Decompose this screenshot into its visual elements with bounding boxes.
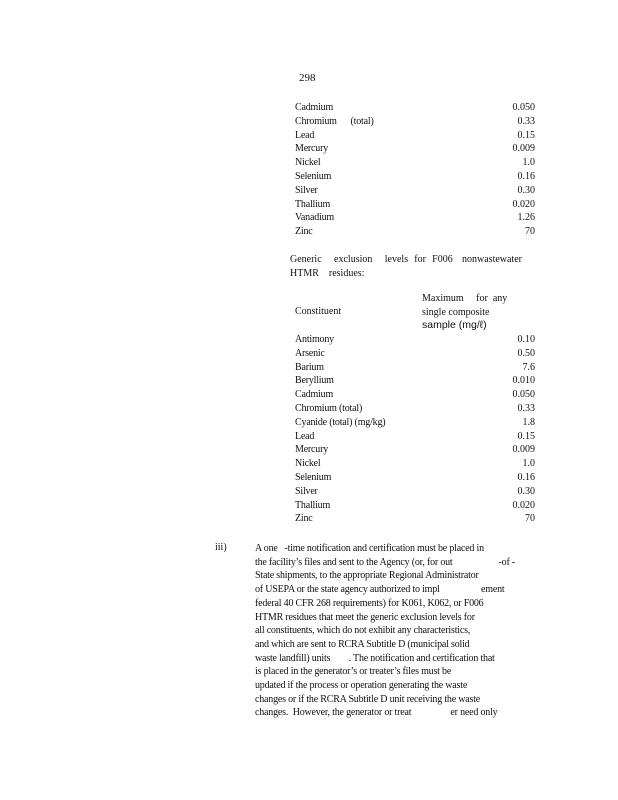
constituent-name: Selenium [295,471,332,483]
constituent-name: Antimony [295,334,334,345]
paragraph-line: changes. However, the generator or treat er need only [255,707,498,719]
paragraph-line: State shipments, to the appropriate Regional Administrator [255,570,479,582]
constituent-name: Chromium (total) [295,115,374,127]
table-row [295,361,535,375]
item-label: iii) [215,542,227,553]
constituent-value: 0.30 [517,184,535,196]
table-row [295,374,535,388]
table-row [295,388,535,402]
constituent-value: 0.009 [512,444,535,456]
constituent-value: 0.020 [512,198,535,210]
constituent-name: Vanadium [295,212,334,224]
page-number: 298 [299,72,316,84]
constituent-name: Mercury [295,444,329,456]
maximum-header-line: Maximum for any [422,293,508,304]
maximum-header-line: single composite [422,306,490,318]
table-row [295,225,535,239]
constituent-name: Beryllium [295,375,334,387]
table-row [295,512,535,526]
constituent-table-2 [295,333,535,526]
table-row [295,430,535,444]
paragraph-line: all constituents, which do not exhibit any characteristics, [255,625,471,637]
constituent-name: Zinc [295,226,313,238]
table-row [295,485,535,499]
constituent-value: 0.10 [517,334,535,345]
constituent-name: Cadmium [295,389,334,401]
paragraph-line: updated if the process or operation generating the waste [255,680,468,692]
constituent-value: 0.050 [512,389,535,401]
constituent-name: Selenium [295,170,332,182]
constituent-value: 0.009 [512,143,535,155]
constituent-name: Thallium [295,499,331,511]
constituent-value: 1.0 [522,458,535,470]
table-row [295,471,535,485]
constituent-value: 70 [525,513,535,525]
paragraph-line: and which are sent to RCRA Subtitle D (municipal solid [255,638,470,650]
constituent-name: Barium [295,361,324,373]
constituent-name: Cadmium [295,102,334,113]
constituent-name: Arsenic [295,347,325,359]
table-row [295,333,535,347]
paragraph-line: changes or if the RCRA Subtitle D unit receiving the waste [255,693,481,705]
paragraph-line: federal 40 CFR 268 requirements) for K061, K062, or F006 [255,597,484,609]
table-row [295,416,535,430]
constituent-name: Cyanide (total) (mg/kg) [295,416,386,428]
maximum-column-header [422,292,512,333]
table-row [295,101,535,115]
constituent-value: 0.020 [512,499,535,511]
table-row [295,402,535,416]
constituent-value: 1.0 [522,157,535,169]
table-row [295,115,535,129]
table-row [295,129,535,143]
constituent-name: Silver [295,184,318,196]
constituent-value: 0.33 [517,115,535,127]
constituent-value: 1.8 [522,416,535,428]
table-row [295,457,535,471]
paragraph-line: A one -time notification and certification must be placed in [255,543,484,554]
maximum-header-line: sample (mg/ℓ) [422,319,487,331]
table-row [295,443,535,457]
constituent-value: 0.050 [512,102,535,113]
paragraph-line: waste landfill) units . The notification and certification that [255,652,495,664]
constituent-value: 0.15 [517,430,535,442]
table-row [295,156,535,170]
table-row [295,170,535,184]
paragraph-line: is placed in the generator’s or treater’s files must be [255,666,452,678]
table-row [295,211,535,225]
constituent-value: 0.16 [517,471,535,483]
constituent-name: Lead [295,129,315,141]
constituent-value: 0.010 [512,375,535,387]
table-row [295,499,535,513]
constituent-value: 0.30 [517,485,535,497]
constituent-name: Nickel [295,157,321,169]
constituent-value: 0.50 [517,347,535,359]
paragraph-line: the facility’s files and sent to the Agency (or, for out -of - [255,556,516,568]
generic-exclusion-paragraph: Generic exclusion levels for F006 nonwastewater HTMR residues: [290,254,525,279]
constituent-value: 1.26 [517,212,535,224]
constituent-table-1 [295,101,535,239]
table-row [295,347,535,361]
constituent-name: Mercury [295,143,329,155]
constituent-value: 7.6 [522,361,535,373]
constituent-name: Thallium [295,198,331,210]
table-row [295,198,535,212]
paragraph-line: HTMR residues that meet the generic exclusion levels for [255,611,475,623]
constituent-name: Lead [295,430,315,442]
constituent-name: Silver [295,485,318,497]
constituent-value: 0.16 [517,170,535,182]
constituent-value: 0.33 [517,402,535,414]
constituent-name: Nickel [295,458,321,470]
constituent-value: 0.15 [517,129,535,141]
item-paragraph [255,542,525,720]
constituent-value: 70 [525,226,535,238]
constituent-column-header: Constituent [295,306,342,317]
constituent-name: Zinc [295,513,313,525]
table-row [295,142,535,156]
paragraph-line: of USEPA or the state agency authorized to impl ement [255,584,505,596]
constituent-name: Chromium (total) [295,402,363,414]
table-row [295,184,535,198]
